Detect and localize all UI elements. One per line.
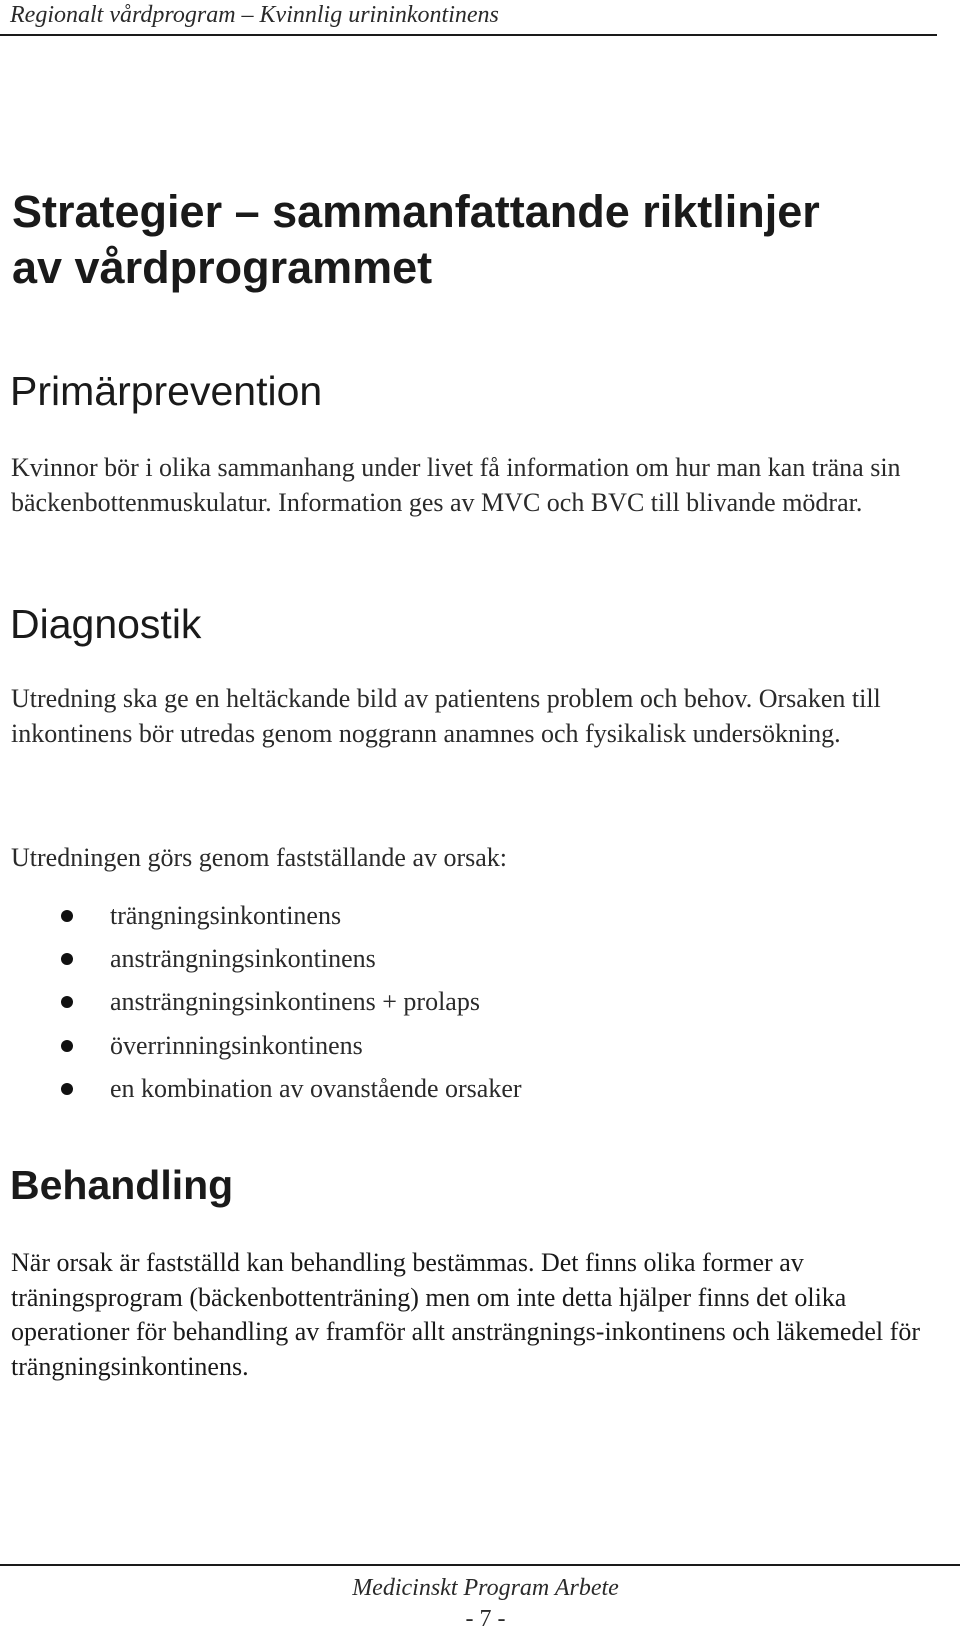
page-title bbox=[12, 184, 932, 296]
footer-rule bbox=[0, 1564, 960, 1566]
list-item-text: en kombination av ovanstående orsaker bbox=[110, 1073, 522, 1103]
footer-program: Medicinskt Program Arbete bbox=[352, 1575, 619, 1601]
bullet-icon bbox=[61, 1083, 73, 1095]
page-title-line-1: Strategier – sammanfattande riktlinjer bbox=[12, 186, 820, 237]
heading-primarprevention: Primärprevention bbox=[10, 368, 323, 414]
bullet-icon bbox=[61, 953, 73, 965]
bullet-icon bbox=[61, 996, 73, 1008]
list-item-text: trängningsinkontinens bbox=[110, 901, 342, 930]
bullet-icon bbox=[61, 1040, 73, 1052]
paragraph-behandling: När orsak är fastställd kan behandling bestämmas. Det finns olika former av träningsprogram (bäckenbottenträning) men om inte detta hjälper finns det olika operationer för behandling av framför allt ansträngnings-inkontinens och läkemedel för trängningsinkontinens. bbox=[11, 1248, 920, 1381]
heading-diagnostik: Diagnostik bbox=[10, 601, 202, 647]
paragraph-diagnostik-causes-intro: Utredningen görs genom fastställande av orsak: bbox=[11, 843, 508, 872]
page-title-line-2: av vårdprogrammet bbox=[12, 242, 433, 293]
heading-behandling: Behandling bbox=[10, 1162, 234, 1208]
list-item-text: överrinningsinkontinens bbox=[110, 1030, 363, 1060]
paragraph-diagnostik-intro: Utredning ska ge en heltäckande bild av patientens problem och behov. Orsaken till inkontinens bör utredas genom noggrann anamnes och fysikalisk undersökning. bbox=[11, 684, 881, 748]
header-rule bbox=[0, 34, 937, 36]
running-header: Regionalt vårdprogram – Kvinnlig urininkontinens bbox=[10, 2, 499, 28]
list-item-text: ansträngningsinkontinens bbox=[110, 944, 376, 974]
bullet-icon bbox=[61, 910, 73, 922]
page-number: - 7 - bbox=[465, 1606, 506, 1632]
list-item-text: ansträngningsinkontinens + prolaps bbox=[110, 987, 480, 1017]
paragraph-primarprevention: Kvinnor bör i olika sammanhang under livet få information om hur man kan träna sin bäckenbottenmuskulatur. Information ges av MVC och BVC till blivande mödrar. bbox=[11, 453, 901, 517]
